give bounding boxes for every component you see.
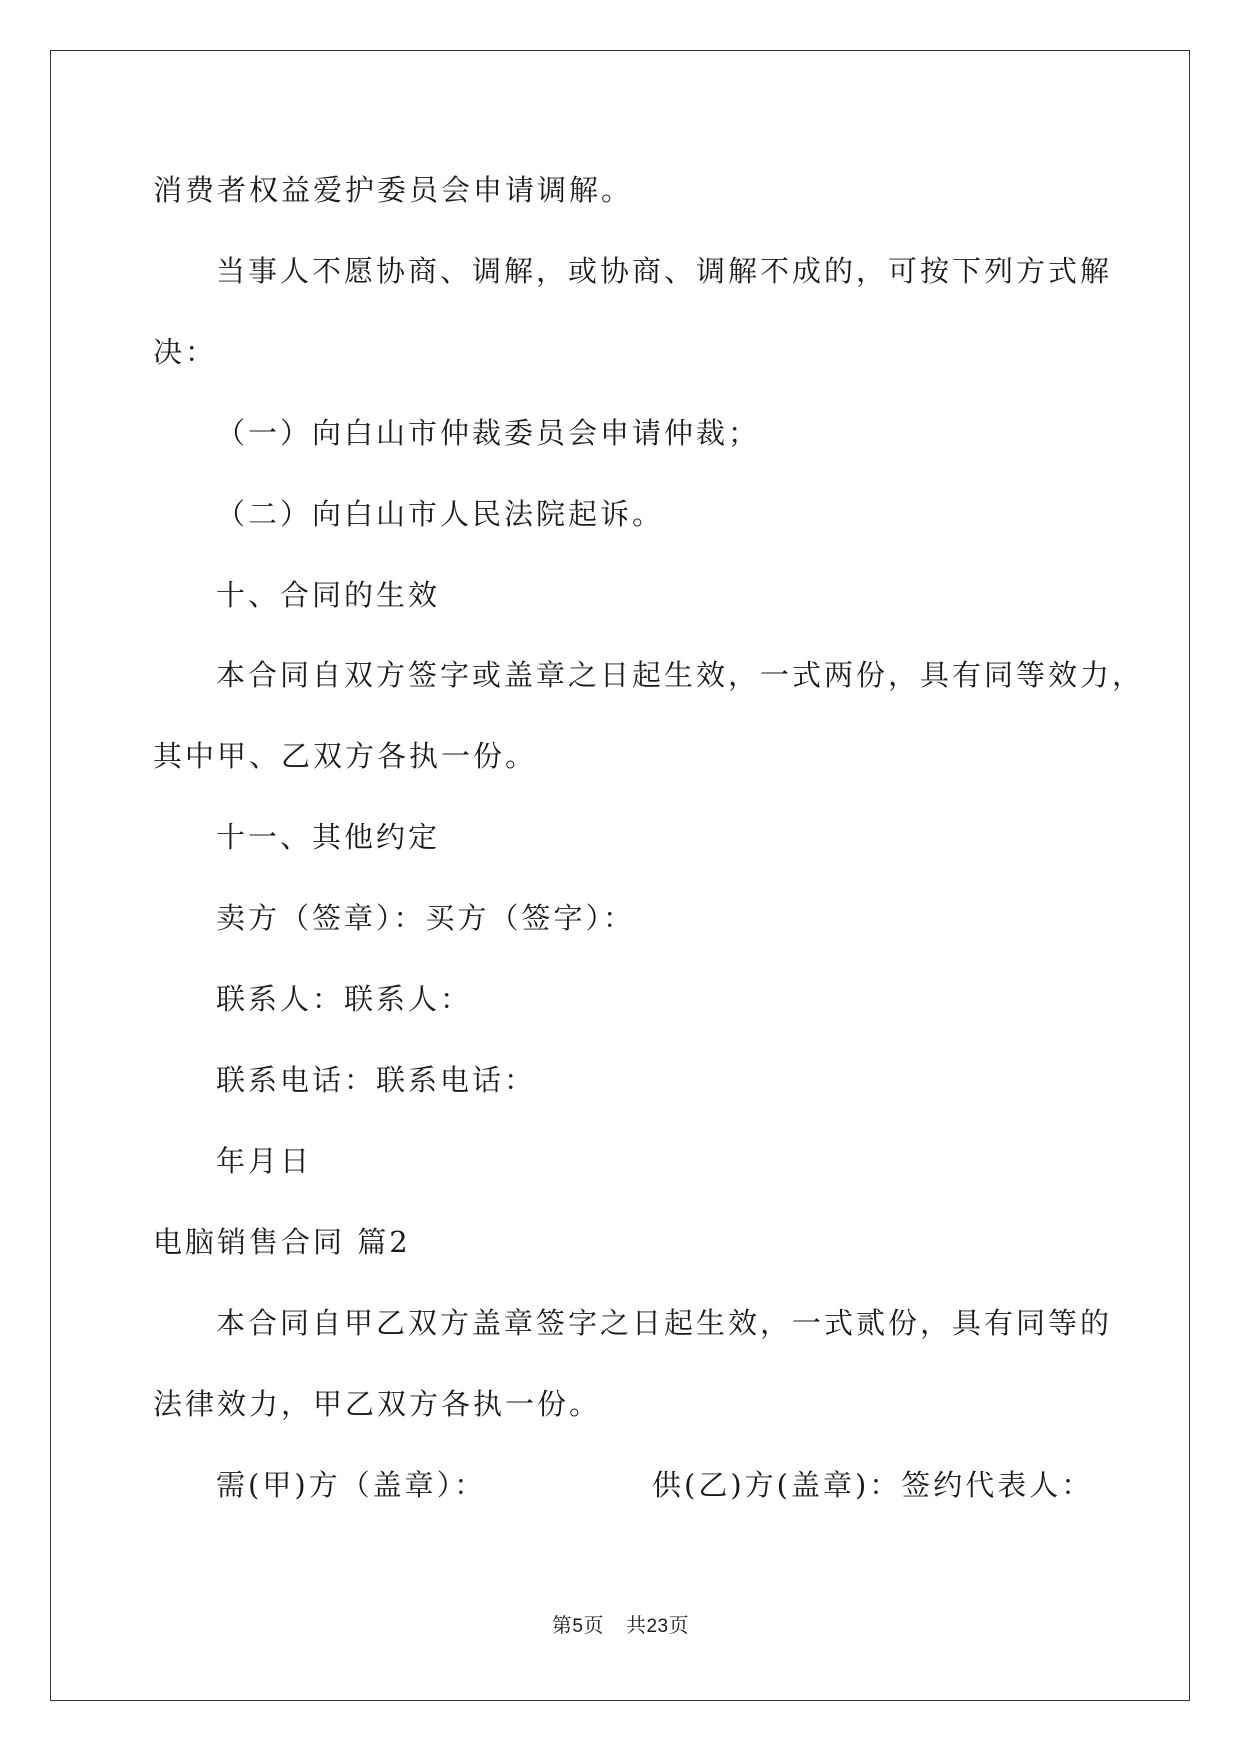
text-line-4: （一）向白山市仲裁委员会申请仲裁； (216, 416, 761, 450)
text-line-5: （二）向白山市人民法院起诉。 (216, 497, 665, 531)
text-line-1: 消费者权益爱护委员会申请调解。 (153, 173, 634, 207)
buyer-seal-label: 需(甲)方（盖章）： (216, 1468, 487, 1502)
section-heading-10: 十、合同的生效 (216, 578, 441, 612)
footer-prefix: 第 (551, 1615, 573, 1637)
date-line: 年月日 (216, 1144, 313, 1178)
text-line-8: 其中甲、乙双方各执一份。 (153, 739, 538, 773)
footer-page-suffix: 页 (583, 1615, 604, 1637)
text-line-3: 决： (153, 335, 218, 369)
text-line-16: 法律效力，甲乙双方各执一份。 (153, 1387, 602, 1421)
page-footer (0, 1614, 1241, 1639)
total-pages: 23 (646, 1616, 669, 1637)
contact-person-line: 联系人：联系人： (216, 982, 473, 1016)
footer-total-suffix: 页 (668, 1615, 690, 1637)
article-title: 电脑销售合同 篇2 (153, 1225, 411, 1259)
seller-buyer-signature-line: 卖方（签章）：买方（签字）： (216, 901, 636, 935)
text-line-15: 本合同自甲乙双方盖章签字之日起生效，一式贰份，具有同等的 (216, 1306, 1113, 1340)
footer-total-prefix: 共 (625, 1615, 647, 1637)
text-line-2: 当事人不愿协商、调解，或协商、调解不成的，可按下列方式解 (216, 254, 1113, 288)
text-line-7: 本合同自双方签字或盖章之日起生效，一式两份，具有同等效力， (216, 658, 1145, 692)
page-number: 5 (572, 1616, 584, 1637)
supplier-seal-label: 供(乙)方(盖章)：签约代表人： (652, 1468, 1094, 1502)
contact-phone-line: 联系电话：联系电话： (216, 1063, 537, 1097)
page-border (50, 50, 1190, 1701)
section-heading-11: 十一、其他约定 (216, 820, 441, 854)
